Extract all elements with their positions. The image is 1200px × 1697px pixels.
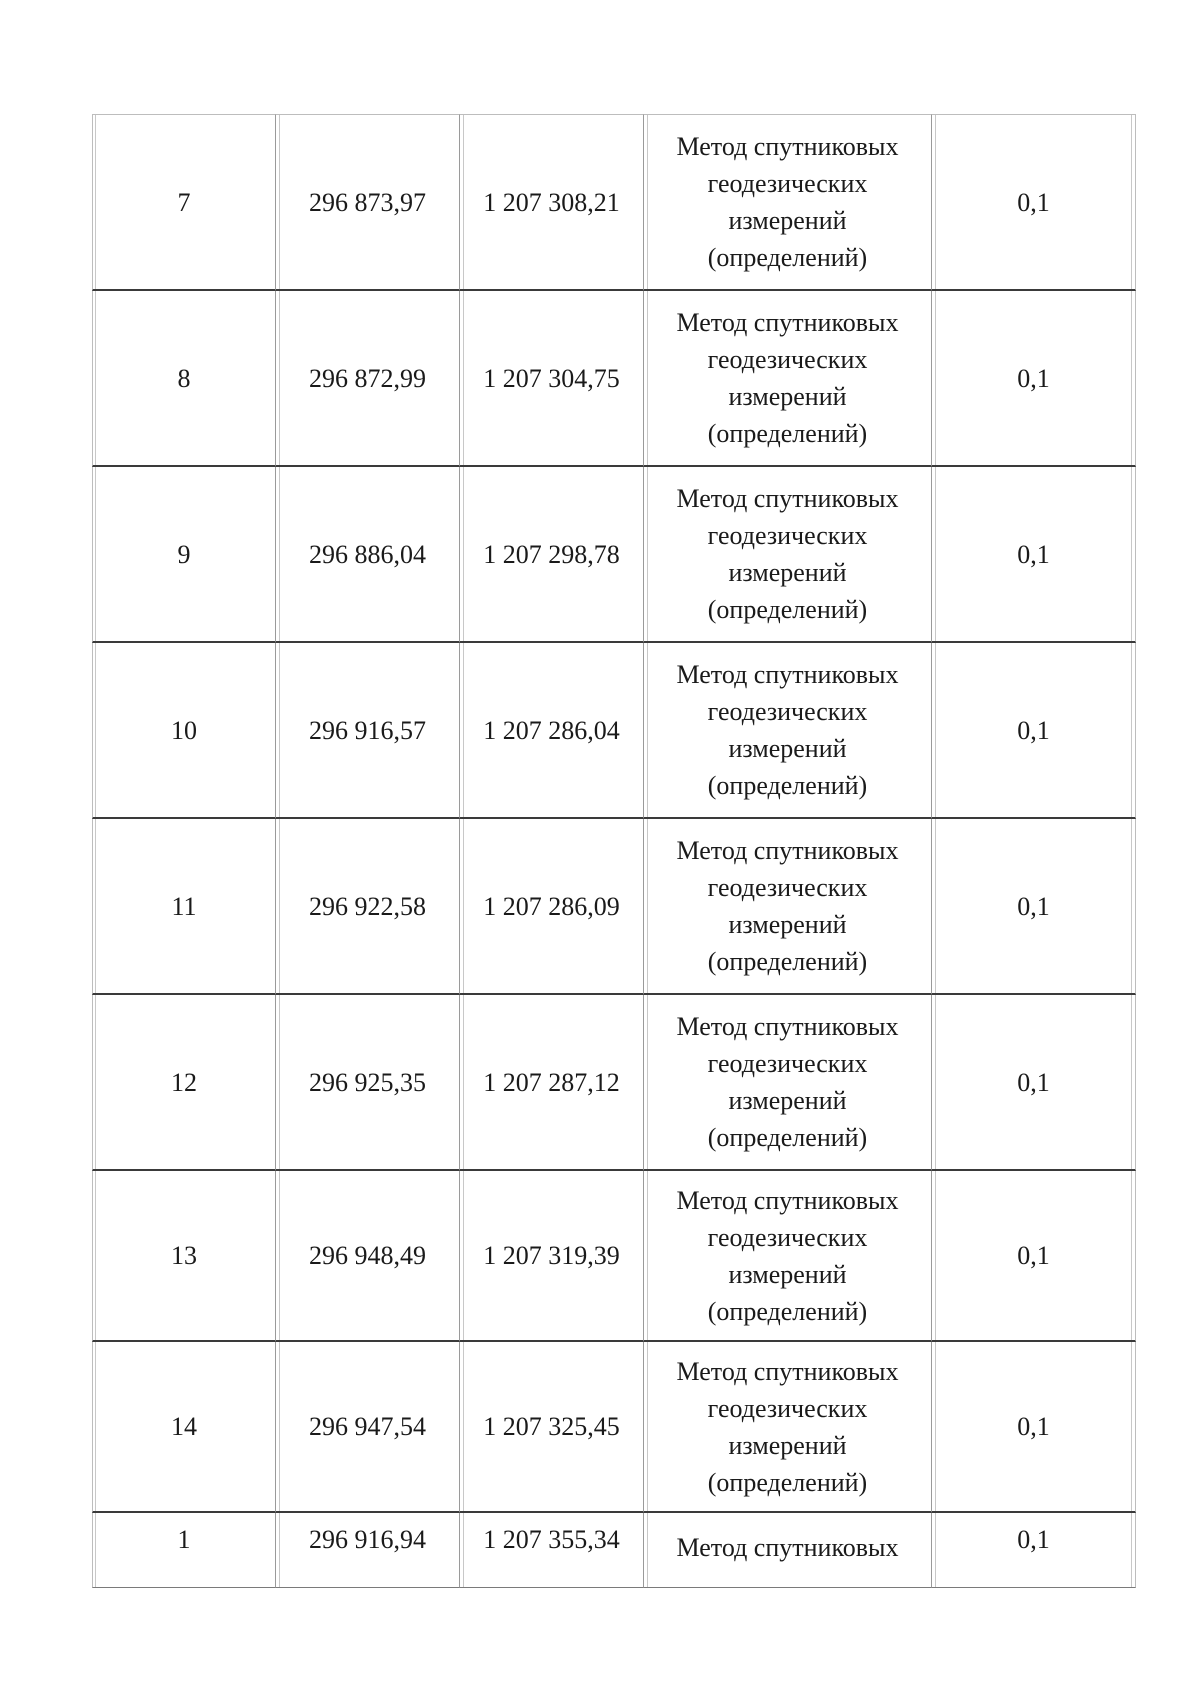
method-line: Метод спутниковых [676,484,899,513]
accuracy-cell: 0,1 [932,291,1136,467]
method-line: измерений [728,382,847,411]
table-row [92,1342,1136,1513]
y-coordinate-cell: 1 207 308,21 [460,114,644,291]
coordinates-table [92,114,1136,1588]
accuracy-cell: 0,1 [932,1513,1136,1588]
point-number-cell: 8 [92,291,276,467]
accuracy-cell: 0,1 [932,114,1136,291]
accuracy-cell: 0,1 [932,1171,1136,1342]
method-line: геодезических [707,1222,868,1252]
method-cell [644,114,932,291]
table-row [92,1171,1136,1342]
x-coordinate-cell: 296 948,49 [276,1171,460,1342]
y-coordinate-cell: 1 207 286,04 [460,643,644,819]
method-line: (определений) [707,243,868,272]
method-line: измерений [728,910,847,939]
method-line: Метод спутниковых [676,836,899,865]
method-line: измерений [728,1086,847,1115]
method-line: измерений [728,558,847,587]
x-coordinate-cell: 296 916,57 [276,643,460,819]
y-coordinate-cell: 1 207 304,75 [460,291,644,467]
method-line: (определений) [707,771,868,800]
point-number-cell: 14 [92,1342,276,1513]
method-line: (определений) [707,1467,868,1497]
x-coordinate-cell: 296 873,97 [276,114,460,291]
method-cell [644,643,932,819]
point-number-cell: 10 [92,643,276,819]
method-cell [644,819,932,995]
table-row [92,995,1136,1171]
y-coordinate-cell: 1 207 298,78 [460,467,644,643]
x-coordinate-cell: 296 886,04 [276,467,460,643]
point-number-cell: 7 [92,114,276,291]
accuracy-cell: 0,1 [932,1342,1136,1513]
method-line: измерений [728,1430,847,1460]
x-coordinate-cell: 296 872,99 [276,291,460,467]
table-row [92,467,1136,643]
method-line: геодезических [707,169,868,198]
point-number-cell: 1 [92,1513,276,1588]
y-coordinate-cell: 1 207 319,39 [460,1171,644,1342]
method-line: геодезических [707,873,868,902]
method-line: Метод спутниковых [676,660,899,689]
x-coordinate-cell: 296 922,58 [276,819,460,995]
table-row [92,1513,1136,1588]
method-line: измерений [728,734,847,763]
method-line: измерений [728,1259,847,1289]
x-coordinate-cell: 296 925,35 [276,995,460,1171]
point-number-cell: 11 [92,819,276,995]
x-coordinate-cell: 296 947,54 [276,1342,460,1513]
y-coordinate-cell: 1 207 355,34 [460,1513,644,1588]
method-line: измерений [728,206,847,235]
table-row [92,291,1136,467]
method-line: (определений) [707,595,868,624]
method-cell [644,1342,932,1513]
method-line: (определений) [707,947,868,976]
table-row [92,114,1136,291]
x-coordinate-cell: 296 916,94 [276,1513,460,1588]
method-line: Метод спутниковых [676,132,899,161]
accuracy-cell: 0,1 [932,995,1136,1171]
method-cell [644,1513,932,1588]
point-number-cell: 13 [92,1171,276,1342]
point-number-cell: 12 [92,995,276,1171]
method-line: геодезических [707,521,868,550]
y-coordinate-cell: 1 207 286,09 [460,819,644,995]
accuracy-cell: 0,1 [932,467,1136,643]
table-row [92,643,1136,819]
method-line: (определений) [707,419,868,448]
method-line: геодезических [707,1049,868,1078]
point-number-cell: 9 [92,467,276,643]
method-line: Метод спутниковых [676,1356,899,1386]
y-coordinate-cell: 1 207 325,45 [460,1342,644,1513]
method-line: (определений) [707,1123,868,1152]
method-line: геодезических [707,345,868,374]
method-cell [644,1171,932,1342]
accuracy-cell: 0,1 [932,643,1136,819]
method-cell [644,291,932,467]
y-coordinate-cell: 1 207 287,12 [460,995,644,1171]
method-line: геодезических [707,697,868,726]
accuracy-cell: 0,1 [932,819,1136,995]
table-row [92,819,1136,995]
method-line: (определений) [707,1296,868,1326]
method-cell [644,467,932,643]
method-line: геодезических [707,1393,868,1423]
method-cell [644,995,932,1171]
method-line: Метод спутниковых [676,1185,899,1215]
method-line: Метод спутниковых [676,1533,899,1562]
method-line: Метод спутниковых [676,1012,899,1041]
method-line: Метод спутниковых [676,308,899,337]
